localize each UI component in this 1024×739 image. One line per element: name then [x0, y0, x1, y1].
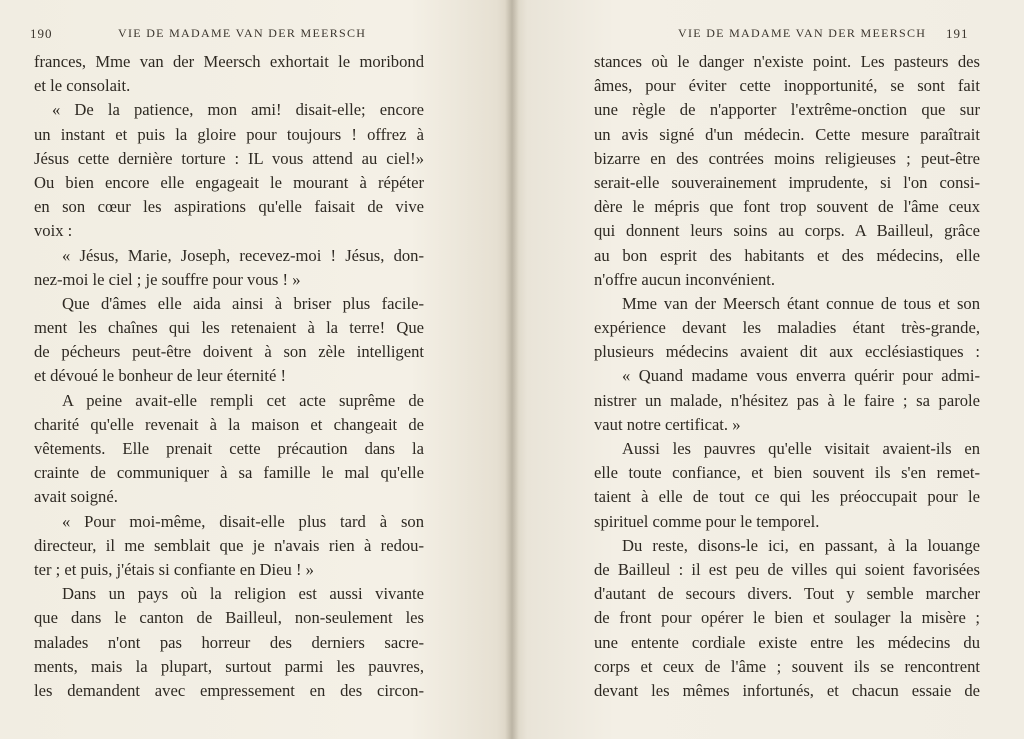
- text-line: Jésus cette dernière torture : IL vous attend au ciel!»: [34, 148, 424, 168]
- text-line: malades n'ont pas horreur des derniers sacre-: [34, 632, 424, 652]
- text-line: un instant et puis la gloire pour toujours ! offrez à: [34, 124, 424, 144]
- text-line: « De la patience, mon ami! disait-elle; encore: [52, 100, 424, 120]
- text-line: de Bailleul : il est peu de villes qui soient favorisées: [594, 559, 980, 579]
- text-line: bizarre en des contrées moins religieuses ; peut-être: [594, 148, 980, 168]
- text-line: en son cœur les aspirations qu'elle faisait de vive: [34, 197, 424, 217]
- text-line: au bon esprit des habitants et des médecins, elle: [594, 245, 980, 265]
- right-running-head: VIE DE MADAME VAN DER MEERSCH: [678, 26, 927, 40]
- text-line: nez-moi le ciel ; je souffre pour vous ! »: [34, 269, 301, 289]
- text-line: elle toute confiance, et bien souvent ils s'en remet-: [594, 463, 980, 483]
- text-line: d'autant de secours divers. Tout y semble marcher: [594, 584, 980, 604]
- right-body-text: [594, 50, 980, 703]
- text-line: taient à elle de tout ce qui les préoccupait pour le: [594, 487, 980, 507]
- right-page: [516, 0, 1024, 739]
- text-line: voix :: [34, 221, 73, 241]
- text-line: un avis signé d'un médecin. Cette mesure paraîtrait: [594, 124, 980, 144]
- text-line: crainte de communiquer à sa famille le mal qu'elle: [34, 463, 424, 483]
- text-line: n'offre aucun inconvénient.: [594, 269, 775, 289]
- text-line: frances, Mme van der Meersch exhortait le moribond: [34, 52, 424, 71]
- text-line: les demandent avec empressement en des circon-: [34, 680, 424, 700]
- text-line: qui donnent leurs soins au corps. A Bailleul, grâce: [594, 221, 980, 241]
- text-line: stances où le danger n'existe point. Les pasteurs des: [594, 52, 980, 71]
- text-line: âmes, pour éviter cette inopportunité, se sont fait: [594, 76, 980, 96]
- text-line: vêtements. Elle prenait cette précaution dans la: [34, 439, 424, 458]
- text-line: Aussi les pauvres qu'elle visitait avaient-ils en: [622, 439, 980, 458]
- left-page-number: 190: [30, 26, 53, 41]
- text-line: Que d'âmes elle aida ainsi à briser plus facile-: [62, 293, 424, 313]
- text-line: ment les chaînes qui les retenaient à la terre! Que: [34, 318, 424, 338]
- text-line: ments, mais la plupart, surtout parmi les pauvres,: [34, 656, 424, 676]
- text-line: une entente cordiale existe entre les médecins du: [594, 632, 980, 652]
- text-line: Mme van der Meersch étant connue de tous et son: [622, 293, 980, 313]
- text-line: corps et ceux de l'âme ; souvent ils se rencontrent: [594, 656, 980, 676]
- text-line: A peine avait-elle rempli cet acte suprême de: [62, 390, 424, 410]
- text-line: « Pour moi-même, disait-elle plus tard à son: [62, 511, 424, 531]
- left-running-head: VIE DE MADAME VAN DER MEERSCH: [118, 26, 367, 40]
- text-line: charité qu'elle revenait à la maison et changeait de: [34, 414, 424, 434]
- text-line: serait-elle souverainement imprudente, si l'on consi-: [594, 172, 980, 192]
- right-page-number: 191: [946, 26, 969, 41]
- text-line: ter ; et puis, j'étais si confiante en Dieu ! »: [34, 559, 314, 579]
- text-line: une règle de n'apporter l'extrême-onction que sur: [594, 100, 980, 120]
- text-line: « Jésus, Marie, Joseph, recevez-moi ! Jésus, don-: [62, 245, 424, 265]
- text-line: et le consolait.: [34, 76, 131, 96]
- text-line: et dévoué le bonheur de leur éternité !: [34, 366, 287, 386]
- text-line: Dans un pays où la religion est aussi vivante: [62, 584, 424, 604]
- text-line: Du reste, disons-le ici, en passant, à la louange: [622, 535, 980, 555]
- text-line: dère le mépris que font trop souvent de l'âme ceux: [594, 197, 980, 217]
- text-line: nistrer un malade, n'hésitez pas à le faire ; sa parole: [594, 390, 980, 410]
- text-line: expérience devant les maladies étant très-grande,: [594, 318, 980, 338]
- text-line: « Quand madame vous enverra quérir pour admi-: [622, 366, 980, 386]
- text-line: directeur, il me semblait que je n'avais rien à redou-: [34, 535, 424, 555]
- text-line: de pécheurs peut-être doivent à son zèle intelligent: [34, 342, 424, 362]
- text-line: plusieurs médecins avaient dit aux ecclésiastiques :: [594, 342, 980, 362]
- text-line: spirituel comme pour le temporel.: [594, 511, 820, 531]
- text-line: que dans le canton de Bailleul, non-seulement les: [34, 608, 424, 628]
- text-line: avait soigné.: [34, 487, 118, 507]
- text-line: devant les mêmes infortunés, et chacun essaie de: [594, 680, 980, 700]
- text-line: Ou bien encore elle engageait le mourant à répéter: [34, 172, 424, 192]
- text-line: de front pour opérer le bien et soulager la misère ;: [594, 608, 980, 628]
- text-line: vaut notre certificat. »: [594, 414, 741, 434]
- left-body-text: [34, 50, 424, 703]
- left-page: [0, 0, 508, 739]
